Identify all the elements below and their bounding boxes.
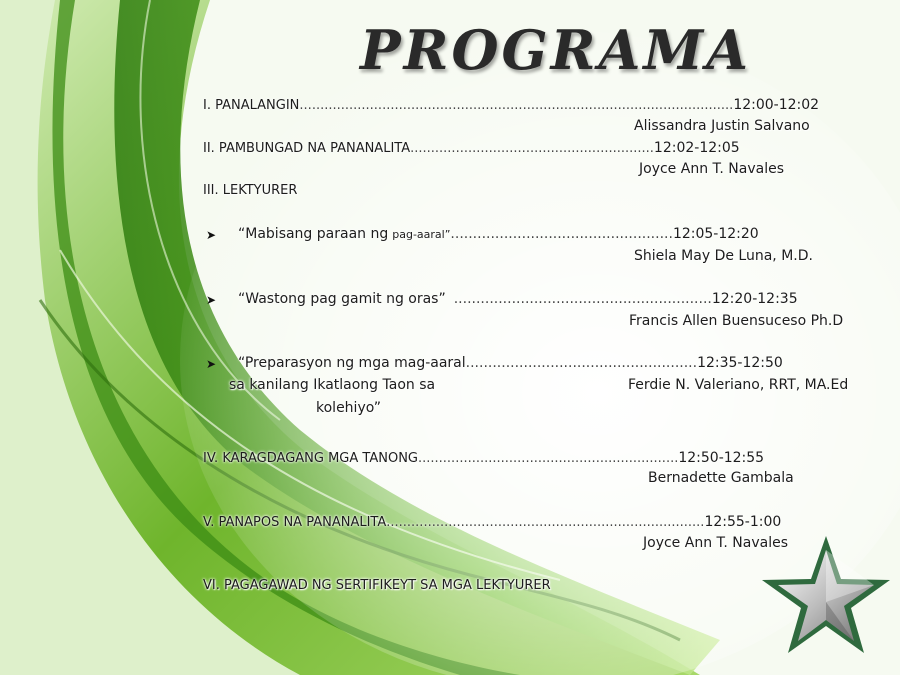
lecture-title: “Wastong pag gamit ng oras” — [238, 291, 446, 307]
item-person: Joyce Ann T. Navales — [643, 535, 789, 551]
leader-dots: .......................................................... — [453, 291, 712, 307]
item-time: 12:50-12:55 — [678, 450, 765, 466]
item-label: II. PAMBUNGAD NA PANANALITA — [203, 141, 411, 156]
lecture-title-line3: kolehiyo” — [316, 400, 382, 416]
lecture-title: “Preparasyon ng mga mag-aaral — [238, 355, 466, 371]
item-person: Bernadette Gambala — [648, 470, 794, 486]
lecture-time: 12:35-12:50 — [697, 355, 783, 371]
program-item-1 — [203, 97, 819, 113]
arrowhead-bullet-icon: ➤ — [206, 228, 217, 242]
lecture-item-3 — [238, 355, 783, 371]
lecture-title: “Mabisang paraan ng — [238, 226, 389, 242]
program-item-4 — [203, 450, 764, 466]
leader-dots: .................................................... — [465, 355, 698, 371]
program-item-6: VI. PAGAGAWAD NG SERTIFIKEYT SA MGA LEKTYURER — [203, 578, 551, 593]
item-time: 12:00-12:02 — [733, 97, 820, 113]
program-item-3: III. LEKTYURER — [203, 183, 298, 198]
lecture-title-small: pag-aaral” — [392, 228, 451, 241]
item-label: IV. KARAGDAGANG MGA TANONG — [203, 451, 418, 466]
item-label: V. PANAPOS NA PANANALITA — [203, 515, 387, 530]
item-time: 12:55-1:00 — [704, 514, 782, 530]
lecture-person: Francis Allen Buensuceso Ph.D — [629, 313, 844, 329]
leader-dots: .................................................. — [450, 226, 673, 242]
item-person: Alissandra Justin Salvano — [634, 118, 810, 134]
arrowhead-bullet-icon: ➤ — [206, 293, 217, 307]
program-item-2 — [203, 140, 740, 156]
leader-dots: ............................................................................. — [386, 515, 705, 530]
item-label: I. PANALANGIN — [203, 98, 300, 113]
lecture-item-2 — [238, 291, 798, 307]
arrowhead-bullet-icon: ➤ — [206, 357, 217, 371]
program-item-5 — [203, 514, 781, 530]
lecture-title-line2: sa kanilang Ikatlaong Taon sa — [229, 377, 436, 393]
page-title: PROGRAMA — [360, 18, 752, 82]
leader-dots: ........................................................... — [410, 141, 654, 156]
lecture-time: 12:05-12:20 — [672, 226, 759, 242]
lecture-time: 12:20-12:35 — [711, 291, 798, 307]
item-time: 12:02-12:05 — [653, 140, 740, 156]
lecture-person: Shiela May De Luna, M.D. — [634, 248, 813, 264]
item-person: Joyce Ann T. Navales — [639, 161, 785, 177]
lecture-item-1 — [238, 226, 759, 242]
star-icon — [756, 532, 896, 657]
leader-dots: ............................................................... — [418, 451, 679, 466]
lecture-person: Ferdie N. Valeriano, RRT, MA.Ed — [628, 377, 849, 393]
leader-dots: ......................................................................................................... — [299, 98, 734, 113]
